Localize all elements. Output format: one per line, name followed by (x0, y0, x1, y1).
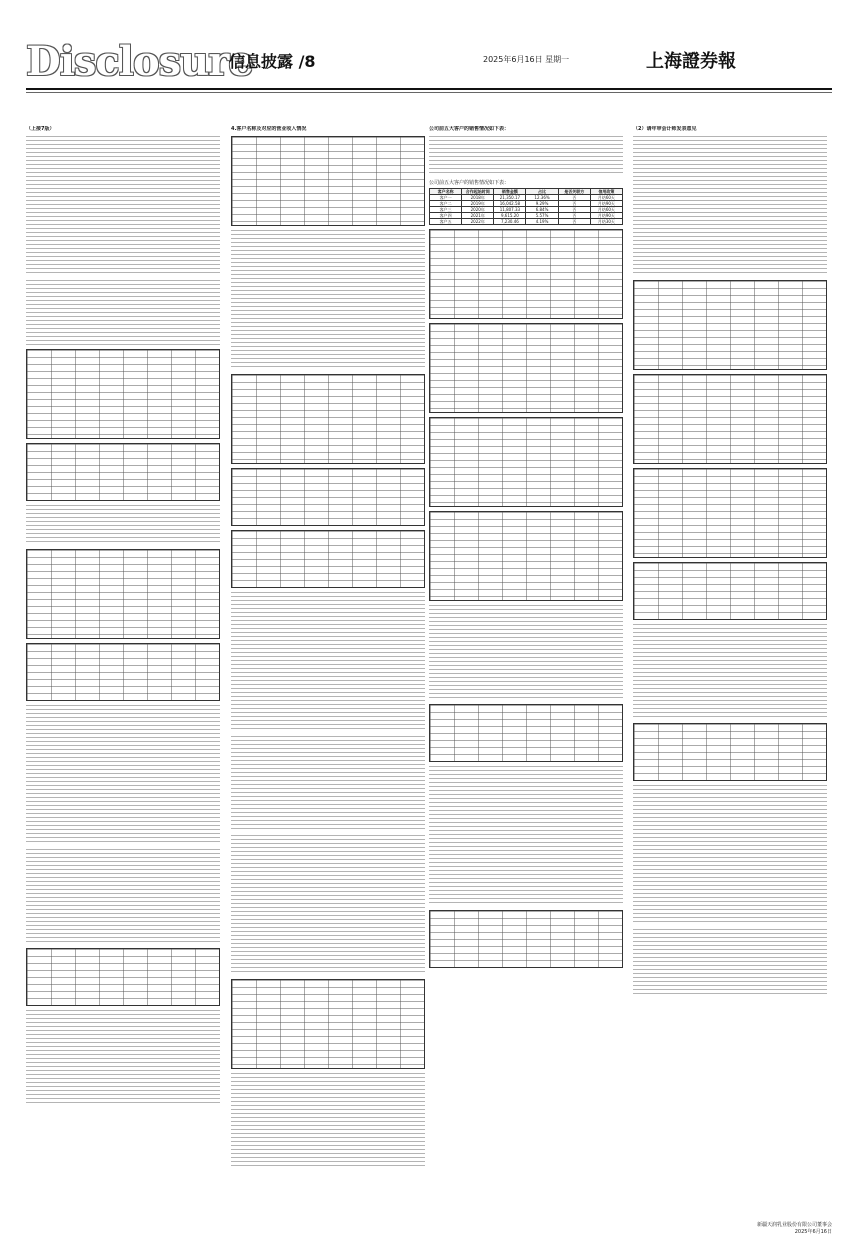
table-cell: 否 (558, 195, 590, 201)
table-cell: 2022年 (462, 219, 494, 225)
column-header: 销售金额 (494, 189, 526, 195)
table-cell: 月结60天 (590, 195, 622, 201)
header-divider (26, 92, 832, 93)
table-caption: 公司前五大客户的销售情况如下表： (429, 180, 510, 186)
text-block (231, 835, 425, 975)
data-table (633, 468, 827, 558)
data-table (26, 443, 220, 501)
column-heading: （上接7版） (26, 126, 55, 132)
table-cell: 否 (558, 201, 590, 207)
section-title: 信息披露 /8 (229, 52, 316, 71)
data-table (231, 468, 425, 526)
data-table (26, 349, 220, 439)
table-cell: 11,807.33 (494, 207, 526, 213)
table-cell: 客户五 (430, 219, 462, 225)
data-table (429, 704, 623, 762)
table-cell: 2020年 (462, 207, 494, 213)
text-block (231, 592, 425, 732)
table-cell: 月结30天 (590, 219, 622, 225)
text-block (429, 766, 623, 906)
table-cell: 月结60天 (590, 207, 622, 213)
text-block (26, 136, 220, 276)
data-table (26, 549, 220, 639)
table-cell: 12.36% (526, 195, 558, 201)
text-block (26, 705, 220, 845)
column-1 (26, 126, 220, 1208)
masthead (26, 38, 832, 88)
masthead-rule (26, 88, 832, 90)
table-row (430, 219, 623, 225)
table-cell: 客户四 (430, 213, 462, 219)
data-table (429, 417, 623, 507)
data-table (633, 562, 827, 620)
text-block (26, 280, 220, 345)
text-block (231, 1073, 425, 1168)
issue-date: 2025年6月16日 星期一 (483, 55, 570, 64)
table-cell: 否 (558, 213, 590, 219)
text-block (231, 736, 425, 831)
brand-logo: Disclosure (26, 38, 253, 85)
data-table (231, 530, 425, 588)
text-block (633, 929, 827, 994)
column-heading: 4.客户名称及对应的营业收入情况 (231, 126, 307, 132)
table-cell: 客户三 (430, 207, 462, 213)
text-block (231, 230, 425, 370)
data-table (633, 723, 827, 781)
column-3 (429, 126, 623, 1208)
table-cell: 21,350.17 (494, 195, 526, 201)
text-block (429, 605, 623, 700)
table-cell: 月结90天 (590, 213, 622, 219)
text-block (633, 785, 827, 925)
signature-date: 2025年6月16日 (794, 1229, 832, 1235)
data-table (26, 643, 220, 701)
table-cell: 2021年 (462, 213, 494, 219)
text-block (26, 505, 220, 545)
table-cell: 9.29% (526, 201, 558, 207)
table-cell: 7,230.46 (494, 219, 526, 225)
text-block (26, 849, 220, 944)
column-header: 占比 (526, 189, 558, 195)
text-block (429, 136, 623, 176)
table-cell: 16,042.58 (494, 201, 526, 207)
data-table (231, 374, 425, 464)
data-table (231, 136, 425, 226)
column-header: 信用政策 (590, 189, 622, 195)
data-table (429, 511, 623, 601)
table-cell: 客户二 (430, 201, 462, 207)
data-table (429, 229, 623, 319)
table-cell: 6.84% (526, 207, 558, 213)
text-block (633, 136, 827, 276)
table-cell: 2019年 (462, 201, 494, 207)
column-2 (231, 126, 425, 1208)
column-header: 是否关联方 (558, 189, 590, 195)
table-cell: 9,615.20 (494, 213, 526, 219)
data-table (633, 280, 827, 370)
text-block (633, 624, 827, 719)
column-header: 合作起始时间 (462, 189, 494, 195)
column-heading: （2）请年审会计师发表意见 (633, 126, 697, 132)
text-block (26, 1010, 220, 1105)
newspaper-name: 上海證券報 (646, 51, 736, 72)
data-table (231, 979, 425, 1069)
data-table (26, 948, 220, 1006)
signature-company: 新疆天润乳业股份有限公司董事会 (756, 1222, 832, 1228)
table-cell: 4.19% (526, 219, 558, 225)
table-cell: 月结90天 (590, 201, 622, 207)
table-cell: 2018年 (462, 195, 494, 201)
data-table (429, 323, 623, 413)
table-cell: 客户一 (430, 195, 462, 201)
column-header: 客户名称 (430, 189, 462, 195)
table-cell: 否 (558, 207, 590, 213)
data-table (633, 374, 827, 464)
data-table (429, 910, 623, 968)
column-4 (633, 126, 827, 1208)
customer-table (429, 188, 623, 225)
signature-block (700, 1222, 832, 1236)
table-cell: 5.57% (526, 213, 558, 219)
table-cell: 否 (558, 219, 590, 225)
column-heading: 公司前五大客户的销售情况如下表： (429, 126, 510, 132)
